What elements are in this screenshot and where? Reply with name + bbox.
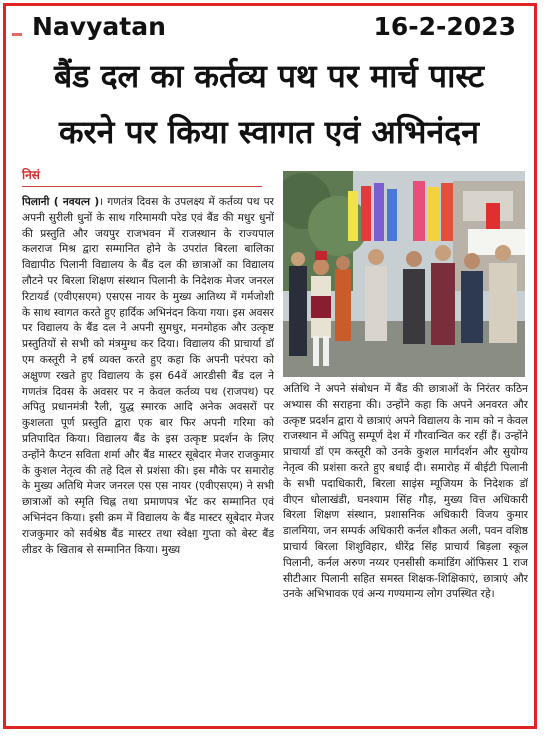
publication-date: 16-2-2023 [373, 12, 516, 41]
ceremony-photo-illustration [283, 171, 525, 377]
section-rule [22, 186, 262, 187]
section-tag: निसं [22, 168, 40, 182]
ceremony-photo [283, 171, 525, 377]
article-column-right: अतिथि ने अपने संबोधन में बैंड की छात्राओं के निरंतर कठिन अभ्यास की सराहना की। उन्होंने कहा कि अपने अनवरत और उत्कृष्ट प्रदर्शन द्वारा ये छात्राएं अपने विद्यालय के नाम को न केवल राजस्थान में अपितु सम्पूर्ण देश में गौरवान्वित कर रहीं हैं। उन्होंने प्राचार्या डॉ एम कस्तूरी को उनके कुशल मार्गदर्शन और सुयोग्य नेतृत्व की प्रशंसा करते हुए बधाई दी। समारोह में बीईटी पिलानी के सभी पदाधिकारी, बिरला साइंस म्यूजियम के निदेशक डॉ वीएन धोलाखंडी, घनश्याम सिंह गौड़, मुख्य वित्त अधिकारी बिरला शिक्षण संस्थान, प्रशासनिक अधिकारी विजय कुमार डालमिया, जन सम्पर्क अधिकारी कर्नल शौकत अली, पवन वशिष्ठ प्राचार्य बिरला शिशुविहार, धीरेंद्र सिंह प्राचार्य बिड़ला स्कूल पिलानी, कर्नल अरुण नय्यर एनसीसी कमांडिंग ऑफिसर 1 राज सीटीआर पिलानी सहित समस्त शिक्षक-शिक्षिकाएं, छात्राएं और उनके अभिभावक एवं अन्य गण्यमान्य लोग उपस्थित रहे। [283, 383, 528, 601]
newspaper-name: Navyatan [32, 12, 166, 41]
article-text-left: । गणतंत्र दिवस के उपलक्ष्य में कर्तव्य पथ पर अपनी सुरीली धुनों के साथ गरिमामयी परेड एवं बैंड की मधुर धुनों की प्रस्तुति और जयपुर राजभवन में राजस्थान के राज्यपाल कलराज मिश्र द्वारा सम्मानित होने के उपरांत बिरला बालिका विद्यापीठ पिलानी विद्यालय के बैंड दल की छात्राओं का विद्यालय लौटने पर बिरला शिक्षण संस्थान पिलानी के निदेशक मेजर जनरल रिटायर्ड (एवीएसएम) एसएस नायर के मुख्य आतिथ्य में गर्मजोशी के साथ स्वागत करते हुए हार्दिक अभिनंदन किया गया। इस अवसर पर विद्यालय के बैंड दल ने अपनी सुमधुर, मनमोहक और उत्कृष्ट प्रस्तुतियों से सभी को मंत्रमुग्ध कर दिया। विद्यालय की प्राचार्या डॉ एम कस्तूरी ने हर्ष व्यक्त करते हुए कहा कि अपनी परंपरा को अक्षुण्ण रखते हुए विद्यालय के इस 64वें आरडीसी बैंड दल ने गणतंत्र दिवस के अवसर पर न केवल कर्तव्य पथ (राजपथ) पर अपितु प्रधानमंत्री रैली, युद्ध स्मारक आदि अनेक अवसरों पर कुशलता पूर्ण प्रस्तुति द्वारा एक बार फिर अपनी गरिमा को प्रतिपादित किया। विद्यालय बैंड के इस उत्कृष्ट प्रदर्शन के लिए उन्होंने कैप्टन सविता शर्मा और बैंड मास्टर सूबेदार मेजर राजकुमार के कुशल नेतृत्व की तहे दिल से प्रशंसा की। इस मौके पर समारोह के मुख्य अतिथि मेजर जनरल एस एस नायर (एवीएसएम) ने सभी छात्राओं को स्मृति चिह्न तथा प्रमाणपत्र भेंट कर सम्मानित एवं अभिनंदन किया। इसी क्रम में विद्यालय के बैंड मास्टर सूबेदार मेजर राजकुमार को सर्वश्रेष्ठ बैंड मास्टर तथा स्वेक्षा गुप्ता को बेस्ट बैंड लीडर के खिताब से सम्मानित किया। मुख्य [22, 196, 274, 556]
article-byline: पिलानी ( नवयत्न ) [22, 196, 100, 208]
headline-line-1: बैंड दल का कर्तव्य पथ पर मार्च पास्ट [54, 57, 484, 95]
decorative-dash [12, 33, 22, 36]
article-column-left [22, 195, 274, 715]
headline-line-2: करने पर किया स्वागत एवं अभिनंदन [58, 113, 480, 151]
